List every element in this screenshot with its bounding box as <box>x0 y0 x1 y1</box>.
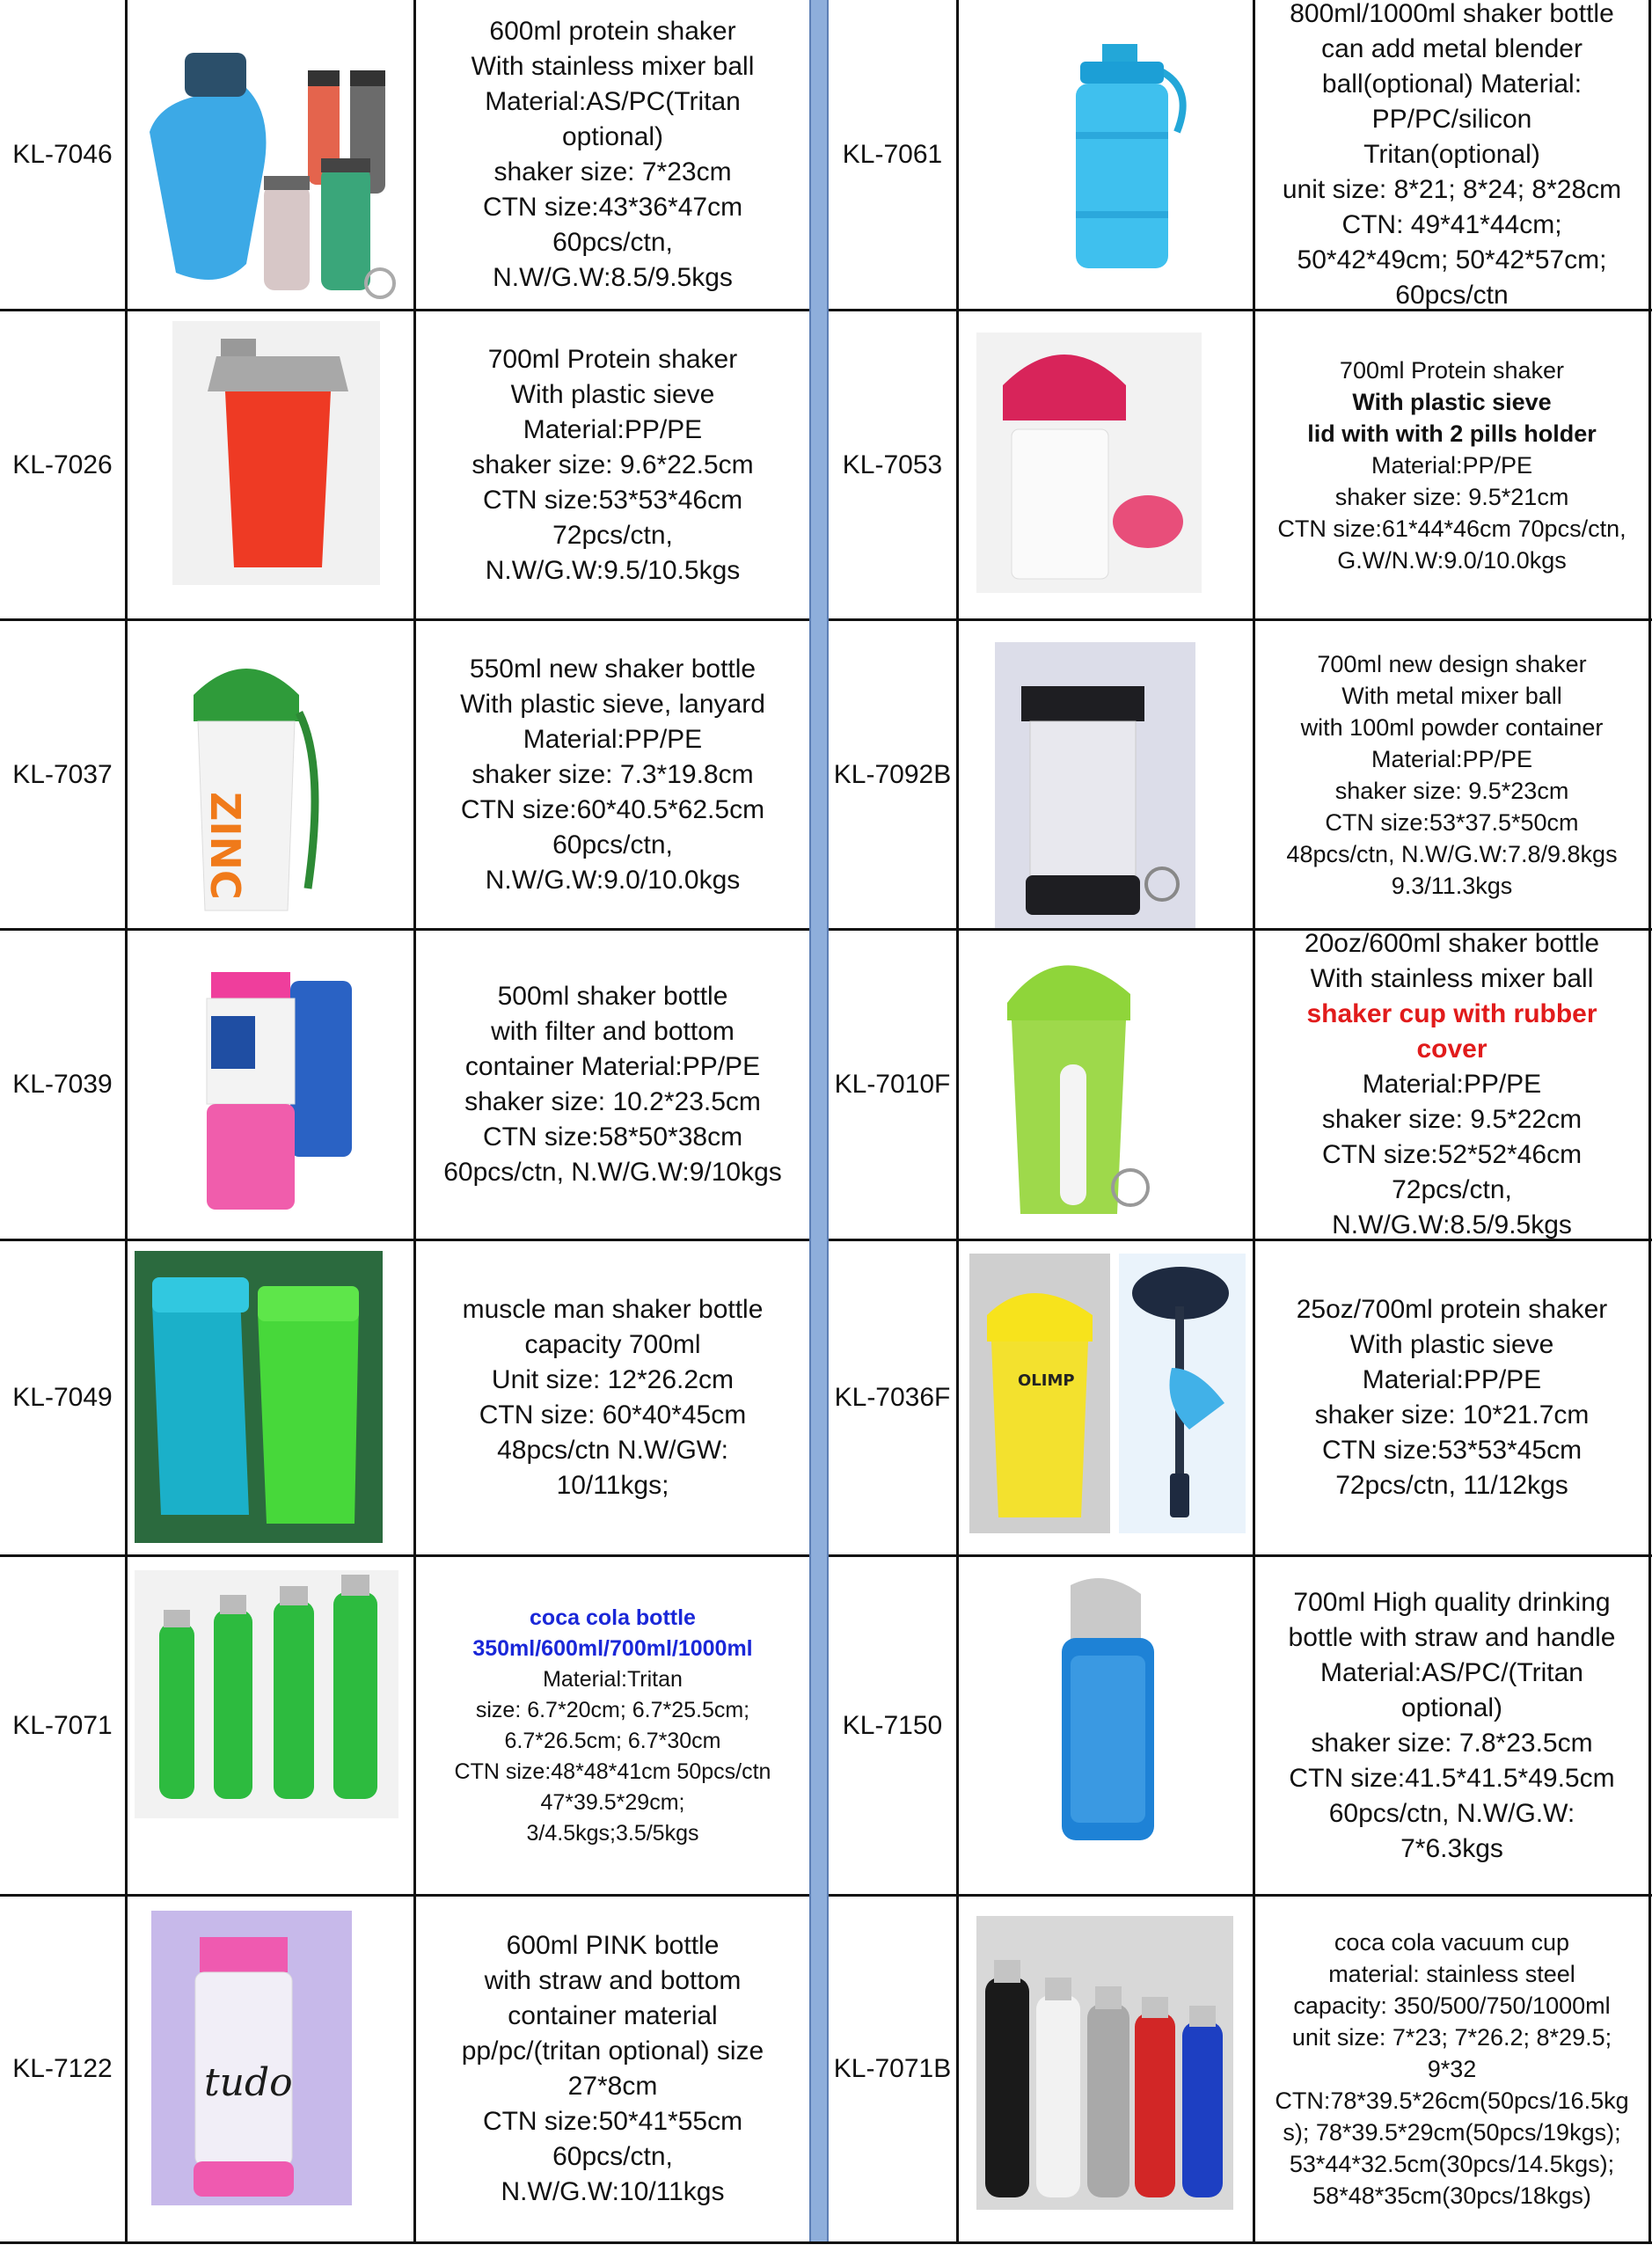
description-line: CTN size:53*37.5*50cm <box>1325 808 1579 836</box>
description-line: With plastic sieve, lanyard <box>460 689 765 719</box>
description-line: G.W/N.W:9.0/10.0kgs <box>1337 546 1567 574</box>
description-line: 72pcs/ctn, <box>1392 1175 1512 1204</box>
description-line: CTN size:53*53*46cm <box>482 485 743 515</box>
description-line: CTN size:60*40.5*62.5cm <box>460 794 765 824</box>
product-description <box>416 1241 809 1554</box>
description-line: CTN size: 60*40*45cm <box>479 1400 747 1429</box>
description-line: 7*6.3kgs <box>1400 1833 1503 1863</box>
description-line: CTN size:50*41*55cm <box>482 2107 743 2136</box>
description-line: Material:PP/PE <box>1362 1365 1542 1394</box>
description-line: N.W/G.W:10/11kgs <box>501 2177 725 2206</box>
product-code: KL-7049 <box>12 1383 113 1412</box>
svg-text:ZINC: ZINC <box>201 792 249 900</box>
description-line: pp/pc/(tritan optional) size <box>461 2036 764 2066</box>
description-line: shaker size: 7.3*19.8cm <box>471 759 754 789</box>
product-description <box>1255 311 1648 618</box>
description-line: 3/4.5kgs;3.5/5kgs <box>526 1820 699 1846</box>
description-line: Material:PP/PE <box>1371 451 1533 479</box>
product-photo <box>969 1254 1110 1533</box>
description-line: shaker size: 7*23cm <box>493 157 732 186</box>
description-line: With plastic sieve <box>1352 388 1552 415</box>
description-line: CTN size:52*52*46cm <box>1321 1140 1583 1169</box>
description-line: capacity: 350/500/750/1000ml <box>1293 1992 1611 2019</box>
description-line: shaker size: 9.5*21cm <box>1334 483 1569 510</box>
description-line: PP/PC/silicon <box>1371 104 1532 134</box>
description-line: 60pcs/ctn, N.W/G.W: <box>1328 1798 1575 1828</box>
product-description <box>416 1557 809 1894</box>
description-line: CTN size:61*44*46cm 70pcs/ctn, <box>1277 515 1626 542</box>
product-description <box>1255 1241 1648 1554</box>
description-line: bottle with straw and handle <box>1288 1622 1616 1652</box>
description-line: 9*32 <box>1427 2056 1477 2082</box>
description-line: 60pcs/ctn, <box>552 2142 673 2171</box>
description-line: N.W/G.W:8.5/9.5kgs <box>493 262 733 292</box>
description-line: CTN size:48*48*41cm 50pcs/ctn <box>454 1758 771 1784</box>
description-line: 53*44*32.5cm(30pcs/14.5kgs); <box>1289 2151 1615 2177</box>
description-line: cover <box>1416 1035 1488 1064</box>
grid-line <box>125 0 128 2243</box>
product-description <box>416 1897 809 2241</box>
description-line: 47*39.5*29cm; <box>540 1789 685 1815</box>
product-photo <box>176 651 361 919</box>
description-line: lid with with 2 pills holder <box>1307 420 1597 447</box>
description-line: shaker size: 9.5*22cm <box>1321 1105 1583 1134</box>
description-line: N.W/G.W:9.0/10.0kgs <box>485 865 741 895</box>
product-code: KL-7026 <box>12 450 113 479</box>
description-line: 600ml PINK bottle <box>506 1931 720 1960</box>
product-description <box>1255 1897 1648 2241</box>
description-line: With metal mixer ball <box>1341 682 1562 709</box>
product-photo <box>151 1911 352 2205</box>
description-line: 9.3/11.3kgs <box>1391 872 1513 899</box>
description-line: unit size: 8*21; 8*24; 8*28cm <box>1282 174 1622 204</box>
product-code: KL-7053 <box>842 450 943 479</box>
description-line: CTN:78*39.5*26cm(50pcs/16.5kg <box>1275 2087 1629 2114</box>
product-photo <box>1027 35 1216 282</box>
product-code: KL-7071 <box>12 1710 113 1740</box>
description-line: optional) <box>1400 1693 1503 1722</box>
product-photo <box>135 1570 398 1818</box>
description-line: Unit size: 12*26.2cm <box>491 1365 735 1394</box>
description-line: optional) <box>561 121 664 151</box>
description-line: with 100ml powder container <box>1300 713 1604 741</box>
description-line: s); 78*39.5*29cm(50pcs/19kgs); <box>1283 2119 1621 2146</box>
description-line: 6.7*26.5cm; 6.7*30cm <box>504 1728 721 1753</box>
product-photo <box>141 35 405 308</box>
description-line: CTN size:58*50*38cm <box>482 1122 743 1152</box>
description-line: container material <box>508 2001 718 2030</box>
description-line: container Material:PP/PE <box>464 1052 761 1081</box>
description-line: CTN size:53*53*45cm <box>1321 1436 1583 1465</box>
description-line: With plastic sieve <box>510 379 715 409</box>
description-line: with filter and bottom <box>491 1017 735 1046</box>
description-line: 60pcs/ctn, <box>552 830 673 859</box>
description-line: Material:PP/PE <box>1362 1070 1542 1099</box>
description-line: Material:PP/PE <box>1371 745 1533 772</box>
product-description <box>416 311 809 618</box>
description-line: ball(optional) Material: <box>1321 69 1583 99</box>
description-line: 700ml Protein shaker <box>1339 356 1565 384</box>
product-code: KL-7037 <box>12 759 113 789</box>
description-line: Material:AS/PC/(Tritan <box>1320 1657 1583 1687</box>
grid-line <box>1648 0 1651 2243</box>
description-line: 27*8cm <box>567 2072 658 2101</box>
description-line: 48pcs/ctn, N.W/G.W:7.8/9.8kgs <box>1286 840 1618 867</box>
product-photo <box>172 321 380 585</box>
description-line: 48pcs/ctn N.W/GW: <box>497 1436 728 1465</box>
svg-text:tudo: tudo <box>204 2060 293 2105</box>
description-line: coca cola vacuum cup <box>1334 1929 1570 1956</box>
description-line: shaker cup with rubber <box>1306 999 1597 1028</box>
grid-line <box>956 0 959 2243</box>
description-line: 50*42*49cm; 50*42*57cm; <box>1297 245 1607 274</box>
description-line: Material:PP/PE <box>523 724 703 754</box>
description-line: 25oz/700ml protein shaker <box>1296 1295 1608 1324</box>
product-photo <box>995 642 1195 928</box>
product-code: KL-7150 <box>842 1710 943 1740</box>
description-line: 350ml/600ml/700ml/1000ml <box>472 1635 753 1661</box>
product-photo <box>976 333 1202 593</box>
description-line: CTN: 49*41*44cm; <box>1341 209 1562 239</box>
product-description <box>1255 1557 1648 1894</box>
product-code: KL-7010F <box>834 1070 951 1099</box>
description-line: Material:Tritan <box>543 1666 683 1692</box>
description-line: With stainless mixer ball <box>1310 964 1594 993</box>
description-line: Material:PP/PE <box>523 414 703 444</box>
description-line: CTN size:43*36*47cm <box>482 192 743 222</box>
product-description <box>416 0 809 309</box>
description-line: N.W/G.W:9.5/10.5kgs <box>485 555 741 585</box>
description-line: 500ml shaker bottle <box>497 982 728 1011</box>
description-line: material: stainless steel <box>1328 1961 1575 1987</box>
description-line: size: 6.7*20cm; 6.7*25.5cm; <box>475 1697 750 1722</box>
description-line: 700ml new design shaker <box>1317 650 1587 677</box>
description-line: capacity 700ml <box>524 1330 701 1359</box>
description-line: 72pcs/ctn, 11/12kgs <box>1335 1471 1568 1500</box>
product-photo <box>135 1251 383 1543</box>
column-separator <box>809 0 829 2241</box>
description-line: can add metal blender <box>1321 33 1583 63</box>
description-line: Material:AS/PC(Tritan <box>485 86 741 116</box>
description-line: shaker size: 9.6*22.5cm <box>471 450 754 479</box>
product-photo <box>990 941 1174 1227</box>
description-line: shaker size: 7.8*23.5cm <box>1311 1728 1593 1758</box>
description-line: N.W/G.W:8.5/9.5kgs <box>1332 1210 1572 1239</box>
product-photo <box>1005 1568 1216 1849</box>
description-line: 550ml new shaker bottle <box>469 654 757 684</box>
product-description <box>416 621 809 928</box>
description-line: With stainless mixer ball <box>471 51 755 81</box>
description-line: 72pcs/ctn, <box>552 520 673 550</box>
description-line: shaker size: 9.5*23cm <box>1334 777 1569 804</box>
product-photo <box>976 1916 1233 2210</box>
product-code: KL-7071B <box>833 2054 952 2083</box>
description-line: 58*48*35cm(30pcs/18kgs) <box>1312 2183 1591 2209</box>
product-code: KL-7046 <box>12 139 113 169</box>
svg-text:OLIMP: OLIMP <box>1018 1371 1075 1390</box>
product-code: KL-7122 <box>12 2054 113 2083</box>
description-line: With plastic sieve <box>1349 1330 1554 1359</box>
description-line: 700ml High quality drinking <box>1293 1587 1611 1617</box>
product-description <box>1255 621 1648 928</box>
description-line: CTN size:41.5*41.5*49.5cm <box>1289 1763 1615 1793</box>
product-photo <box>1119 1254 1246 1533</box>
description-line: 600ml protein shaker <box>489 16 736 46</box>
description-line: coca cola bottle <box>530 1605 696 1630</box>
description-line: 10/11kgs; <box>556 1471 669 1500</box>
description-line: 20oz/600ml shaker bottle <box>1304 931 1600 958</box>
description-line: shaker size: 10.2*23.5cm <box>464 1087 761 1116</box>
description-line: with straw and bottom <box>484 1966 742 1995</box>
product-description <box>1255 0 1648 309</box>
description-line: shaker size: 10*21.7cm <box>1314 1400 1590 1429</box>
description-line: 60pcs/ctn, <box>552 227 673 257</box>
product-code: KL-7061 <box>842 139 943 169</box>
description-line: unit size: 7*23; 7*26.2; 8*29.5; <box>1291 2024 1612 2051</box>
product-photo <box>198 946 365 1227</box>
description-line: 700ml Protein shaker <box>487 344 738 374</box>
product-description <box>1255 931 1648 1239</box>
description-line: 800ml/1000ml shaker bottle <box>1290 0 1614 28</box>
product-code: KL-7039 <box>12 1070 113 1099</box>
description-line: 60pcs/ctn, N.W/G.W:9/10kgs <box>443 1158 782 1187</box>
description-line: Tritan(optional) <box>1363 139 1540 169</box>
product-description <box>416 931 809 1239</box>
product-code: KL-7092B <box>833 759 952 789</box>
grid-line <box>0 2241 1652 2244</box>
description-line: 60pcs/ctn <box>1395 280 1509 309</box>
description-line: muscle man shaker bottle <box>462 1295 764 1324</box>
product-code: KL-7036F <box>834 1383 951 1412</box>
